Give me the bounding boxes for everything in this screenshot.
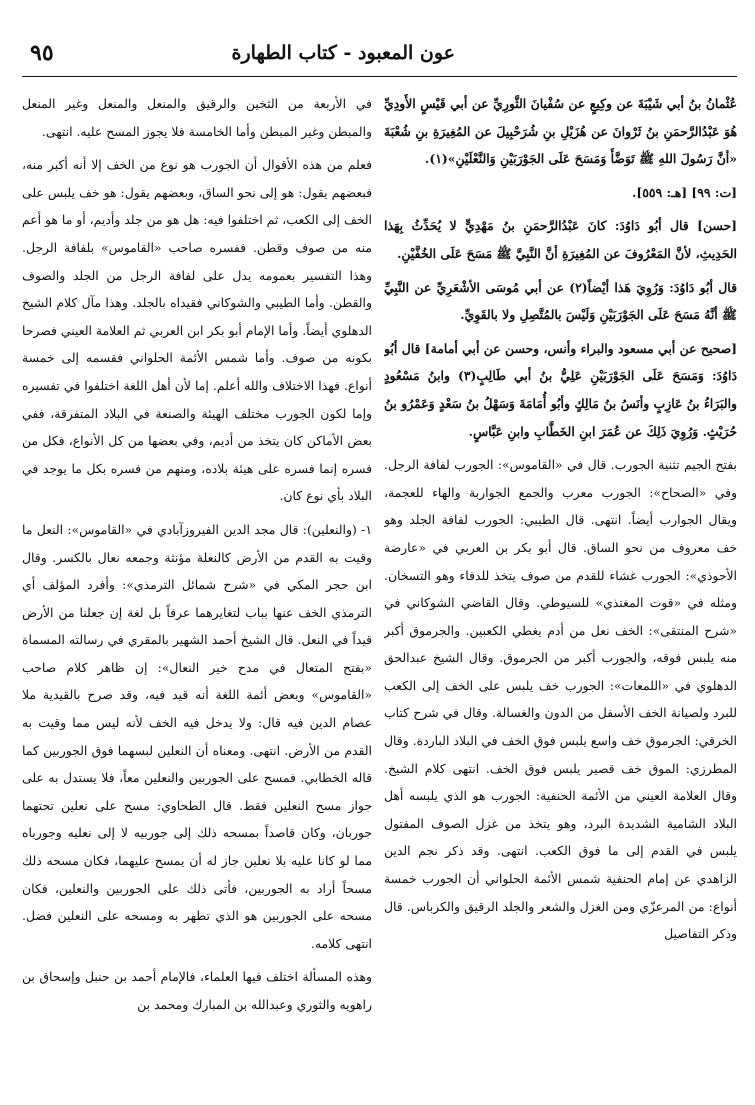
commentary-paragraph: بفتح الجيم تثنية الجورب. قال في «القاموس»: الجورب لفافة الرجل. وفي «الصحاح»: الجورب معرب والجمع الجواربة والهاء للعجمة، ويقال الجوارب أيضاً. انتهى. قال الطيبي: الجورب لفافة الجلد وهو خف معروف من نحو الساق. قال أبو بكر بن العربي في «عارضة الأحوذي»: الجورب غشاء للقدم من صوف يتخذ للدفاء وهو التسخان. ومثله في «قوت المغتذي» للسيوطي. وقال القاضي الشوكاني في «شرح المنتقى»: الخف نعل من أدم يغطي الكعبين. والجرموق أكبر منه يلبس فوقه، والجورب أكبر من الجرموق. وقال الشيخ عبدالحق الدهلوي في «اللمعات»: الجورب خف يلبس على الخف إلى الكعب للبرد ولصيانة الخف الأسفل من الدون والغسالة. وقال في شرح كتاب الخرقي: الجرموق خف واسع يلبس فوق الخف في البلاد الباردة. وقال المطرزي: الموق خف قصير يلبس فوق الخف. انتهى كلام الشيخ. وقال العلامة العيني من الأئمة الحنفية: الجورب هو الذي يلبسه أهل البلاد الشامية الشديدة البرد، وهو يتخذ من غزل الصوف المفتول يلبس في القدم إلى ما فوق الكعب. انتهى. وقد ذكر نجم الدين الزاهدي عن إمام الحنفية شمس الأئمة الحلواني أن الجورب خمسة أنواع: من المرعزّي ومن الغزل والشعر والجلد الرقيق والكرباس. قال وذكر التفاصيل (384, 457, 737, 942)
commentary-paragraph: ١- (والنعلين): قال مجد الدين الفيروزآبادي في «القاموس»: النعل ما وقيت به القدم من الأرض كالنعلة مؤنثة وجمعه نعال بالكسر. وقال ابن حجر المكي في «شرح شمائل الترمذي»: وأفرد المؤلف أي الترمذي الخف عنها بباب لتغايرهما عرفاً بل لغة إن جعلنا من الأرض قيداً في النعل. قال الشيخ أحمد الشهير بالمقري في رسالته المسماة «بفتح المتعال في مدح خير النعال»: إن ظاهر كلام صاحب «القاموس» وبعض أئمة اللغة أنه قيد فيه، وقد صرح بالقيدية ملا عصام الدين فيه قال: ولا يدخل فيه الخف لأنه ليس مما وقيت به القدم من الأرض. انتهى. ومعناه أن النعلين لبسهما فوق الجوربين كما قاله الخطابي. فمسح على الجوربين والنعلين معاً، فلا يستدل به على جواز مسح النعلين فقط. قال الطحاوي: مسح على نعلين تحتهما جوربان، وكان قاصداً بمسحه ذلك إلى جوربيه لا إلى نعليه وجورباه مما لو كانا عليه بلا نعلين جاز له أن يمسح عليهما، فكان مسحه ذلك مسحاً أراد به الجوربين، فأتى ذلك على الجوربين والنعلين، فكان مسحه على الجوربين هو الذي تطهر به ومسحه على النعلين فضل. انتهى كلامه. (22, 521, 372, 951)
abu-dawud-note-1: [حسن] قال أبُو دَاوُدَ: كانَ عَبْدُالرَّحمَنِ بنُ مَهْدِيٍّ لا يُحَدِّثُ بِهَذا الحَدِيثِ، لأنَّ المَعْرُوفَ عن المُغِيرَةِ أنَّ النَّبِيَّ ﷺ مَسَحَ عَلَى الخُفَّيْنِ. (384, 218, 737, 261)
commentary-paragraph: في الأربعة من الثخين والرقيق والمنعل والمنعل وغير المنعل والمبطن وغير المبطن وأما الخامسة فلا يجوز المسح عليه. انتهى. (22, 96, 372, 139)
left-column (22, 90, 372, 1095)
commentary-paragraph: فعلم من هذه الأقوال أن الجورب هو نوع من الخف إلا أنه أكبر منه، فبعضهم يقول: هو إلى نحو الساق، وبعضهم يقول: هو خف يلبس على الخف إلى الكعب، ثم اختلفوا فيه: هل هو من جلد وأديم، أو ما هو أعم منه من صوف وقطن. ففسره صاحب «القاموس» بلفافة الرجل. وهذا التفسير بعمومه يدل على لفافة الرجل من الجلد والصوف والقطن. وأما الطيبي والشوكاني فقيداه بالجلد. وهذا مآل كلام الشيخ الدهلوي أيضاً. وأما الإمام أبو بكر ابن العربي ثم العلامة العيني فصرحا بكونه من صوف. وأما شمس الأئمة الحلواني فقسمه إلى خمسة أنواع. فهذا الاختلاف والله أعلم. إما لأن أهل اللغة اختلفوا في تفسيره وإما لكون الجورب مختلف الهيئة والصنعة في البلاد المتفرقة، ففي بعض الأماكن كان يتخذ من أديم، وفي بعضها من كل الأنواع، فكل من فسره إنما فسره على هيئة بلاده، ومنهم من فسره بكل ما يوجد في البلاد بأي نوع كان. (22, 157, 372, 504)
hadith-reference: [ت: ٩٩] [هـ: ٥٥٩]. (632, 184, 737, 200)
page-header (0, 0, 755, 80)
abu-dawud-note-3: [صحيح عن أبي مسعود والبراء وأنس، وحسن عن أبي أمامة] قال أبُو دَاوُدَ: وَمَسَحَ عَلَى الجَوْرَبَيْنِ عَلِيُّ بنُ أبي طَالِبٍ(٣) وابنُ مَسْعُودٍ والبَرَاءُ بنُ عَازِبٍ وأنَسُ بنُ مَالِكٍ وأبُو أُمَامَةَ وَسَهْلُ بنُ سَعْدٍ وَعَمْرُو بنُ حُرَيْثٍ. وَرُوِيَ ذَلِكَ عن عُمَرَ ابنِ الخَطَّابِ وابنِ عَبَّاسٍ. (384, 340, 737, 439)
commentary-paragraph: وهذه المسألة اختلف فيها العلماء، فالإمام أحمد بن حنبل وإسحاق بن راهويه والثوري وعبدالله بن المبارك ومحمد بن (22, 969, 372, 1012)
abu-dawud-note-2: قال أبُو دَاوُدَ: وَرُوِيَ هَذا أيْضاً(٢) عن أبي مُوسَى الأشْعَرِيِّ عن النَّبِيِّ ﷺ أنَّهُ مَسَحَ عَلَى الجَوْرَبَيْنِ وَلَيْسَ بالمُتَّصِلِ ولا بالقَوِيِّ. (384, 279, 737, 323)
running-title: عون المعبود - كتاب الطهارة (231, 42, 455, 64)
right-column (384, 90, 737, 1095)
page-number: ٩٥ (30, 40, 54, 66)
header-rule (22, 76, 737, 77)
hadith-chain: عُثْمانُ بنُ أبي شَيْبَةَ عن وكِيعٍ عن سُفْيانَ الثَّورِيِّ عن أبي قَيْسٍ الأَودِيِّ هُوَ عَبْدُالرَّحمَنِ بنُ ثَرْوانَ عن هُزَيْلِ بنِ شُرَحْبِيلَ عن المُغِيرَةِ بنِ شُعْبَةَ «أنَّ رَسُولَ اللهِ ﷺ تَوَضَّأَ وَمَسَحَ عَلَى الجَوْرَبَيْنِ وَالنَّعْلَيْنِ»(١). (384, 96, 737, 167)
